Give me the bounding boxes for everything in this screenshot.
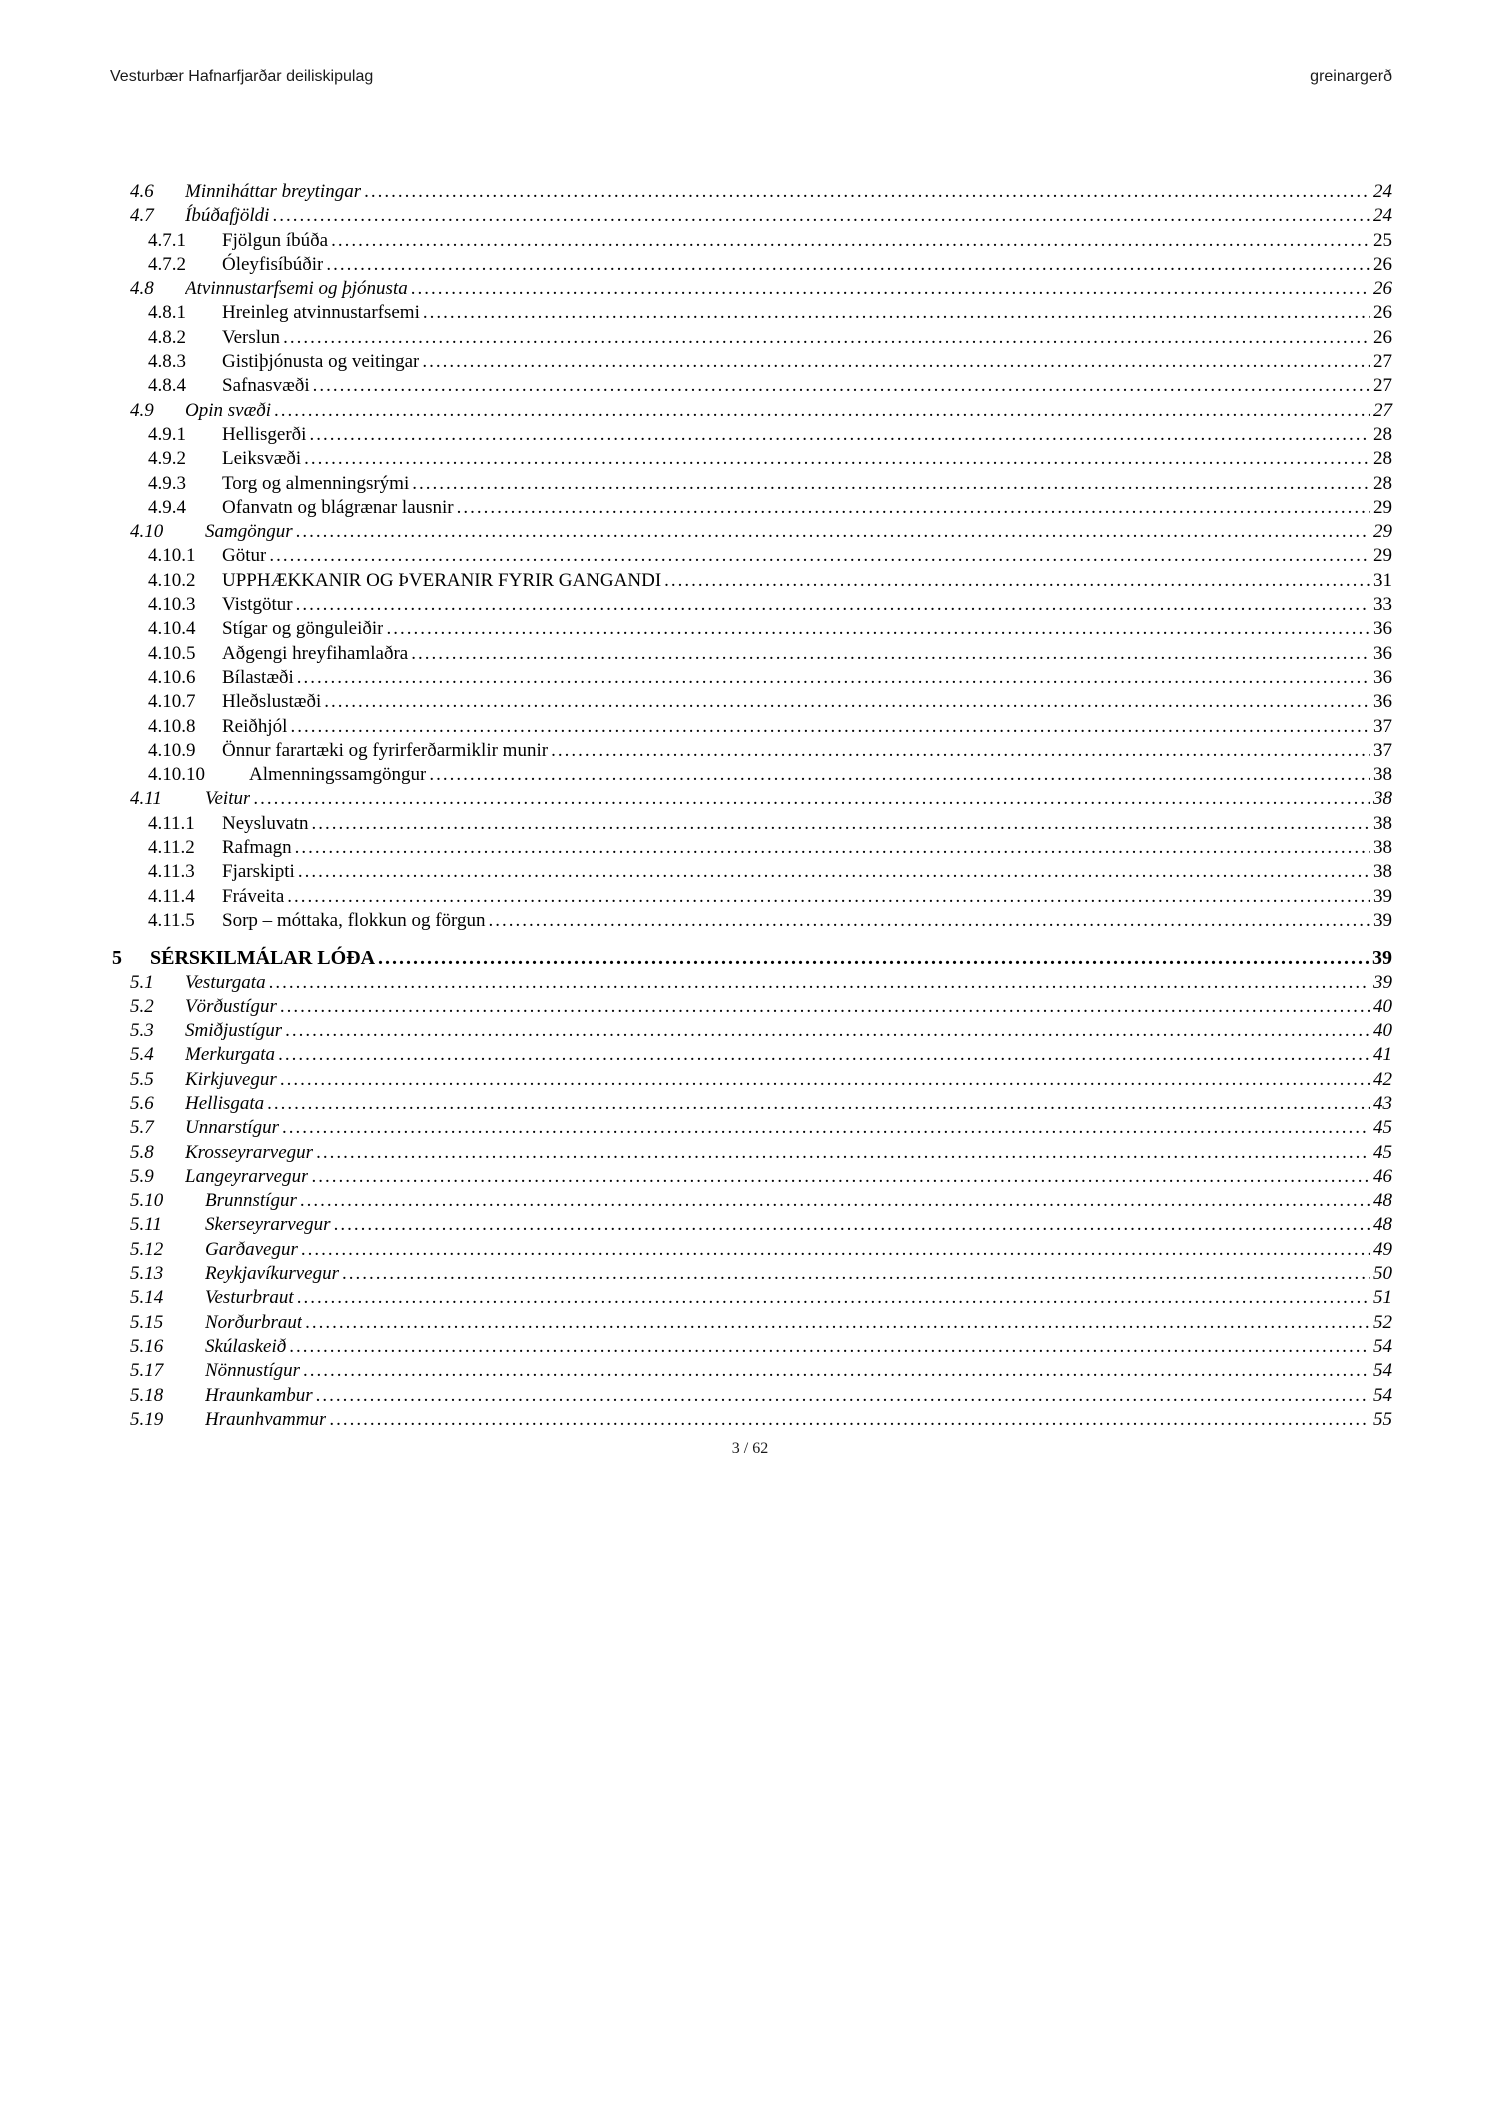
toc-entry-page: 33 xyxy=(1373,594,1392,616)
toc-entry-page: 46 xyxy=(1373,1165,1392,1187)
toc-entry-title: Hellisgata xyxy=(185,1092,265,1114)
toc-entry xyxy=(110,1019,1392,1043)
dot-leader xyxy=(342,1262,1370,1286)
dot-leader xyxy=(313,374,1370,398)
dot-leader xyxy=(278,1043,1370,1067)
toc-entry xyxy=(110,812,1392,836)
dot-leader xyxy=(378,946,1369,970)
page-footer xyxy=(0,1440,1500,1458)
toc-entry-page: 25 xyxy=(1373,229,1392,251)
toc-entry-title: Hleðslustæði xyxy=(222,691,322,713)
toc-entry-number: 5.12 xyxy=(130,1238,164,1260)
toc-entry xyxy=(110,204,1392,228)
dot-leader xyxy=(316,1384,1370,1408)
toc-entry-title: Fjarskipti xyxy=(222,861,295,883)
toc-entry-number: 4.9.2 xyxy=(148,448,186,470)
toc-entry-number: 5.16 xyxy=(130,1335,164,1357)
toc-entry-title: Torg og almenningsrými xyxy=(222,472,410,494)
dot-leader xyxy=(303,1359,1370,1383)
toc-entry-number: 4.11.4 xyxy=(148,885,195,907)
toc-entry-title: Safnasvæði xyxy=(222,375,310,397)
toc-entry-title: Samgöngur xyxy=(205,521,293,543)
dot-leader xyxy=(326,253,1370,277)
toc-entry-page: 45 xyxy=(1373,1117,1392,1139)
header-left-text: Vesturbær Hafnarfjarðar deiliskipulag xyxy=(110,68,374,85)
dot-leader xyxy=(267,1092,1370,1116)
toc-entry-page: 45 xyxy=(1373,1141,1392,1163)
toc-entry-number: 4.10.3 xyxy=(148,594,196,616)
toc-entry xyxy=(110,520,1392,544)
toc-entry-number: 5.5 xyxy=(130,1068,154,1090)
toc-entry-number: 4.11 xyxy=(130,788,162,810)
toc-entry-page: 38 xyxy=(1373,812,1392,834)
toc-entry-page: 40 xyxy=(1373,995,1392,1017)
toc-entry-number: 4.11.2 xyxy=(148,837,195,859)
toc-entry-title: Hraunhvammur xyxy=(205,1408,327,1430)
toc-entry xyxy=(110,763,1392,787)
toc-entry-title: UPPHÆKKANIR OG ÞVERANIR FYRIR GANGANDI xyxy=(222,569,662,591)
toc-entry xyxy=(110,1286,1392,1310)
toc-entry-number: 5.19 xyxy=(130,1408,164,1430)
toc-entry-page: 39 xyxy=(1373,971,1392,993)
toc-entry-page: 29 xyxy=(1373,521,1392,543)
toc-entry-number: 5.8 xyxy=(130,1141,154,1163)
toc-entry-title: Krosseyrarvegur xyxy=(185,1141,314,1163)
dot-leader xyxy=(300,1189,1370,1213)
toc-entry-number: 4.10.7 xyxy=(148,691,196,713)
dot-leader xyxy=(283,326,1370,350)
toc-entry xyxy=(110,253,1392,277)
toc-entry-page: 27 xyxy=(1373,399,1392,421)
toc-entry-page: 27 xyxy=(1373,351,1392,373)
toc-entry-page: 48 xyxy=(1373,1214,1392,1236)
toc-entry xyxy=(110,971,1392,995)
toc-entry-number: 4.8.2 xyxy=(148,326,186,348)
dot-leader xyxy=(297,1286,1370,1310)
table-of-contents xyxy=(110,180,1392,1432)
dot-leader xyxy=(311,1165,1370,1189)
toc-entry-page: 28 xyxy=(1373,472,1392,494)
toc-entry-number: 4.6 xyxy=(130,181,154,202)
toc-entry xyxy=(110,229,1392,253)
dot-leader xyxy=(296,593,1370,617)
toc-entry xyxy=(110,909,1392,933)
toc-entry-number: 4.10 xyxy=(130,521,164,543)
dot-leader xyxy=(272,204,1370,228)
page-header xyxy=(110,68,1392,86)
toc-entry-page: 54 xyxy=(1373,1384,1392,1406)
dot-leader xyxy=(411,642,1370,666)
toc-entry-page: 26 xyxy=(1373,253,1392,275)
toc-entry-title: Íbúðafjöldi xyxy=(185,205,270,227)
toc-entry xyxy=(110,350,1392,374)
toc-entry-title: Vörðustígur xyxy=(185,995,277,1017)
toc-entry-page: 38 xyxy=(1373,837,1392,859)
toc-entry-title: Fráveita xyxy=(222,885,285,907)
toc-entry-title: Verslun xyxy=(222,326,281,348)
toc-entry xyxy=(110,690,1392,714)
toc-entry-number: 4.10.5 xyxy=(148,642,196,664)
toc-entry-page: 36 xyxy=(1373,691,1392,713)
toc-entry-number: 5.15 xyxy=(130,1311,164,1333)
toc-entry-page: 43 xyxy=(1373,1092,1392,1114)
toc-entry-number: 4.10.1 xyxy=(148,545,196,567)
dot-leader xyxy=(457,496,1370,520)
toc-entry-page: 39 xyxy=(1373,909,1392,931)
toc-entry-page: 38 xyxy=(1373,861,1392,883)
toc-entry-title: Hraunkambur xyxy=(205,1384,313,1406)
toc-entry-page: 26 xyxy=(1373,326,1392,348)
toc-entry xyxy=(110,715,1392,739)
dot-leader xyxy=(309,423,1370,447)
toc-entry-number: 5.10 xyxy=(130,1190,164,1212)
toc-entry-number: 5.2 xyxy=(130,995,154,1017)
dot-leader xyxy=(386,617,1370,641)
dot-leader xyxy=(269,544,1370,568)
toc-entry-number: 4.10.6 xyxy=(148,666,196,688)
toc-entry xyxy=(110,1238,1392,1262)
toc-entry-page: 24 xyxy=(1373,205,1392,227)
toc-entry-number: 5.6 xyxy=(130,1092,154,1114)
toc-entry xyxy=(110,1092,1392,1116)
toc-entry-title: Garðavegur xyxy=(205,1238,298,1260)
toc-entry-page: 41 xyxy=(1373,1044,1392,1066)
dot-leader xyxy=(285,1019,1370,1043)
toc-entry xyxy=(110,642,1392,666)
toc-entry-number: 5.4 xyxy=(130,1044,154,1066)
toc-entry-number: 4.8.4 xyxy=(148,375,186,397)
dot-leader xyxy=(297,666,1370,690)
toc-entry-page: 42 xyxy=(1373,1068,1392,1090)
toc-entry xyxy=(110,1189,1392,1213)
dot-leader xyxy=(422,350,1370,374)
toc-entry-number: 4.10.10 xyxy=(148,764,205,786)
dot-leader xyxy=(324,690,1370,714)
toc-entry-title: Aðgengi hreyfihamlaðra xyxy=(222,642,409,664)
toc-entry-number: 5 xyxy=(112,947,122,970)
toc-entry-title: Veitur xyxy=(205,788,251,810)
toc-entry-number: 4.11.5 xyxy=(148,909,195,931)
toc-entry-title: Sorp – móttaka, flokkun og förgun xyxy=(222,909,486,931)
toc-entry-page: 26 xyxy=(1373,278,1392,300)
toc-entry-page: 48 xyxy=(1373,1190,1392,1212)
toc-entry-page: 51 xyxy=(1373,1287,1392,1309)
toc-entry-number: 4.9.1 xyxy=(148,423,186,445)
dot-leader xyxy=(331,229,1370,253)
toc-entry-number: 4.7.2 xyxy=(148,253,186,275)
dot-leader xyxy=(412,472,1370,496)
toc-entry-title: Reiðhjól xyxy=(222,715,288,737)
dot-leader xyxy=(295,836,1370,860)
header-right-text: greinargerð xyxy=(1310,68,1392,85)
dot-leader xyxy=(312,812,1370,836)
toc-entry-page: 55 xyxy=(1373,1408,1392,1430)
toc-entry-number: 4.9.4 xyxy=(148,496,186,518)
toc-entry-title: Brunnstígur xyxy=(205,1190,297,1212)
toc-entry-title: Hreinleg atvinnustarfsemi xyxy=(222,302,420,324)
toc-entry-title: Neysluvatn xyxy=(222,812,309,834)
toc-entry-number: 4.11.3 xyxy=(148,861,195,883)
dot-leader xyxy=(296,520,1370,544)
toc-entry-title: Fjölgun íbúða xyxy=(222,229,329,251)
toc-entry xyxy=(110,946,1392,970)
toc-entry xyxy=(110,1043,1392,1067)
dot-leader xyxy=(423,301,1370,325)
toc-entry-title: Nönnustígur xyxy=(205,1360,301,1382)
dot-leader xyxy=(364,180,1370,204)
toc-entry-page: 49 xyxy=(1373,1238,1392,1260)
toc-entry xyxy=(110,496,1392,520)
toc-entry-page: 36 xyxy=(1373,666,1392,688)
toc-entry-page: 28 xyxy=(1373,423,1392,445)
toc-entry-number: 4.7.1 xyxy=(148,229,186,251)
toc-entry-title: Vistgötur xyxy=(222,594,293,616)
toc-entry xyxy=(110,1384,1392,1408)
toc-entry-title: SÉRSKILMÁLAR LÓÐA xyxy=(150,947,376,970)
dot-leader xyxy=(334,1213,1370,1237)
toc-entry-title: Leiksvæði xyxy=(222,448,302,470)
dot-leader xyxy=(253,787,1370,811)
toc-entry xyxy=(110,593,1392,617)
toc-entry-number: 5.13 xyxy=(130,1263,164,1285)
toc-entry xyxy=(110,423,1392,447)
page-number-indicator: 3 / 62 xyxy=(731,1440,769,1457)
toc-entry-number: 5.1 xyxy=(130,971,154,993)
dot-leader xyxy=(411,277,1370,301)
toc-entry-number: 4.8 xyxy=(130,278,154,300)
toc-entry-number: 4.11.1 xyxy=(148,812,195,834)
toc-entry xyxy=(110,1408,1392,1432)
dot-leader xyxy=(305,1311,1370,1335)
toc-entry-number: 5.11 xyxy=(130,1214,162,1236)
toc-entry-page: 26 xyxy=(1373,302,1392,324)
toc-entry-number: 4.7 xyxy=(130,205,154,227)
toc-entry-number: 5.7 xyxy=(130,1117,154,1139)
toc-entry-page: 28 xyxy=(1373,448,1392,470)
dot-leader xyxy=(489,909,1370,933)
toc-entry-page: 31 xyxy=(1373,569,1392,591)
toc-entry-title: Stígar og gönguleiðir xyxy=(222,618,384,640)
dot-leader xyxy=(429,763,1370,787)
toc-entry-page: 24 xyxy=(1373,181,1392,202)
dot-leader xyxy=(316,1141,1370,1165)
toc-entry xyxy=(110,1165,1392,1189)
dot-leader xyxy=(269,971,1370,995)
toc-entry-title: Norðurbraut xyxy=(205,1311,303,1333)
toc-entry-number: 5.9 xyxy=(130,1165,154,1187)
toc-entry xyxy=(110,885,1392,909)
toc-entry xyxy=(110,1311,1392,1335)
toc-entry-title: Gistiþjónusta og veitingar xyxy=(222,351,420,373)
toc-entry xyxy=(110,301,1392,325)
dot-leader xyxy=(304,447,1370,471)
toc-entry-page: 29 xyxy=(1373,545,1392,567)
toc-entry-page: 39 xyxy=(1373,885,1392,907)
toc-entry-number: 4.10.9 xyxy=(148,739,196,761)
toc-entry-title: Hellisgerði xyxy=(222,423,307,445)
toc-entry-title: Kirkjuvegur xyxy=(185,1068,277,1090)
toc-entry-page: 50 xyxy=(1373,1263,1392,1285)
toc-entry-title: Vesturbraut xyxy=(205,1287,294,1309)
toc-entry-page: 37 xyxy=(1373,739,1392,761)
toc-entry-page: 54 xyxy=(1373,1335,1392,1357)
toc-entry-title: Vesturgata xyxy=(185,971,266,993)
toc-entry xyxy=(110,836,1392,860)
toc-entry xyxy=(110,1262,1392,1286)
toc-entry-page: 40 xyxy=(1373,1020,1392,1042)
toc-entry-title: Reykjavíkurvegur xyxy=(205,1263,339,1285)
dot-leader xyxy=(301,1238,1370,1262)
toc-entry-title: Unnarstígur xyxy=(185,1117,279,1139)
dot-leader xyxy=(280,1068,1370,1092)
toc-entry-title: Merkurgata xyxy=(185,1044,276,1066)
toc-entry-number: 4.8.3 xyxy=(148,351,186,373)
toc-entry xyxy=(110,995,1392,1019)
toc-entry-title: Almenningssamgöngur xyxy=(249,764,427,786)
dot-leader xyxy=(298,860,1370,884)
toc-entry-number: 4.10.8 xyxy=(148,715,196,737)
dot-leader xyxy=(551,739,1370,763)
toc-entry xyxy=(110,180,1392,204)
toc-entry-title: Önnur farartæki og fyrirferðarmiklir munir xyxy=(222,739,549,761)
toc-entry xyxy=(110,787,1392,811)
toc-entry-page: 54 xyxy=(1373,1360,1392,1382)
dot-leader xyxy=(274,399,1370,423)
toc-entry-title: Óleyfisíbúðir xyxy=(222,253,324,275)
dot-leader xyxy=(289,1335,1370,1359)
toc-entry xyxy=(110,1359,1392,1383)
toc-entry xyxy=(110,544,1392,568)
toc-entry xyxy=(110,739,1392,763)
toc-entry-title: Skúlaskeið xyxy=(205,1335,287,1357)
toc-entry xyxy=(110,472,1392,496)
toc-entry xyxy=(110,617,1392,641)
toc-entry xyxy=(110,374,1392,398)
toc-entry-title: Minniháttar breytingar xyxy=(185,181,362,202)
dot-leader xyxy=(282,1116,1370,1140)
toc-entry xyxy=(110,1116,1392,1140)
toc-entry-page: 27 xyxy=(1373,375,1392,397)
toc-entry-page: 39 xyxy=(1372,947,1392,970)
toc-entry-number: 4.10.2 xyxy=(148,569,196,591)
toc-entry xyxy=(110,1213,1392,1237)
toc-entry-number: 4.9 xyxy=(130,399,154,421)
toc-entry-page: 29 xyxy=(1373,496,1392,518)
toc-entry-title: Smiðjustígur xyxy=(185,1020,283,1042)
toc-entry-page: 38 xyxy=(1373,764,1392,786)
toc-entry-title: Rafmagn xyxy=(222,837,292,859)
dot-leader xyxy=(290,715,1370,739)
toc-entry-title: Skerseyrarvegur xyxy=(205,1214,331,1236)
toc-entry-number: 5.18 xyxy=(130,1384,164,1406)
toc-entry-title: Ofanvatn og blágrænar lausnir xyxy=(222,496,454,518)
toc-entry xyxy=(110,860,1392,884)
toc-entry-number: 5.3 xyxy=(130,1020,154,1042)
toc-entry-page: 52 xyxy=(1373,1311,1392,1333)
toc-entry xyxy=(110,1141,1392,1165)
toc-entry-page: 37 xyxy=(1373,715,1392,737)
dot-leader xyxy=(329,1408,1370,1432)
toc-entry xyxy=(110,666,1392,690)
toc-entry-page: 36 xyxy=(1373,642,1392,664)
toc-entry-page: 36 xyxy=(1373,618,1392,640)
toc-entry-number: 5.14 xyxy=(130,1287,164,1309)
toc-entry-title: Bílastæði xyxy=(222,666,294,688)
toc-entry-title: Götur xyxy=(222,545,267,567)
toc-entry-number: 4.9.3 xyxy=(148,472,186,494)
toc-entry-number: 4.8.1 xyxy=(148,302,186,324)
toc-entry-title: Atvinnustarfsemi og þjónusta xyxy=(185,278,408,300)
toc-entry xyxy=(110,569,1392,593)
toc-entry-page: 38 xyxy=(1373,788,1392,810)
dot-leader xyxy=(280,995,1370,1019)
toc-entry-number: 5.17 xyxy=(130,1360,164,1382)
toc-entry xyxy=(110,277,1392,301)
toc-entry xyxy=(110,447,1392,471)
toc-entry xyxy=(110,399,1392,423)
toc-entry-title: Langeyrarvegur xyxy=(185,1165,309,1187)
dot-leader xyxy=(664,569,1370,593)
toc-entry xyxy=(110,326,1392,350)
dot-leader xyxy=(287,885,1370,909)
toc-entry xyxy=(110,1335,1392,1359)
toc-entry-number: 4.10.4 xyxy=(148,618,196,640)
toc-entry-title: Opin svæði xyxy=(185,399,272,421)
toc-entry xyxy=(110,1068,1392,1092)
